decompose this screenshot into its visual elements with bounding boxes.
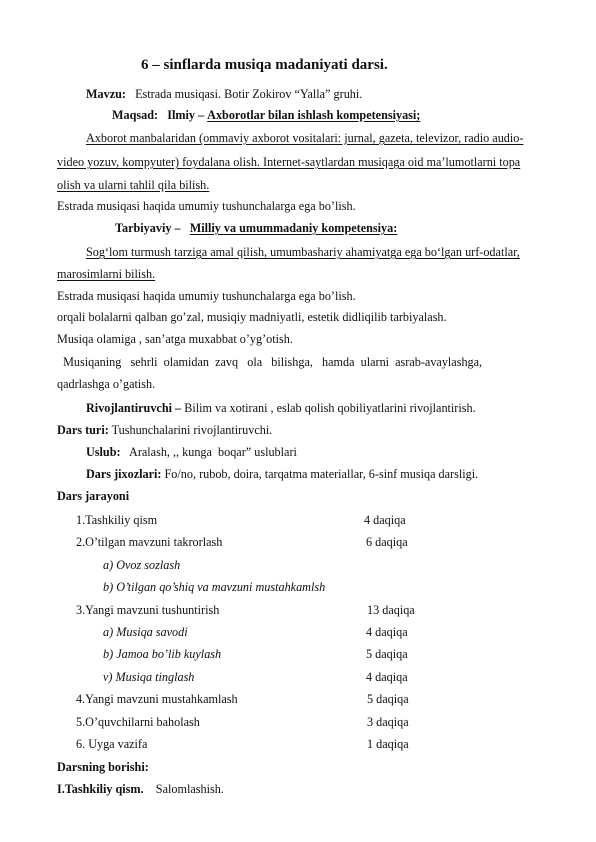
maqsad-line (112, 108, 420, 123)
mavzu-line (86, 87, 362, 102)
jarayon-time: 6 daqiqa (366, 535, 408, 550)
jarayon-item: 2.O’tilgan mavzuni takrorlash (76, 535, 223, 550)
lesson-title: 6 – sinflarda musiqa madaniyati darsi. (141, 57, 388, 73)
ilmiy-heading: Axborotlar bilan ishlash kompetensiyasi; (207, 108, 421, 122)
jarayon-item: 3.Yangi mavzuni tushuntirish (76, 602, 220, 617)
dars-turi-text: Tushunchalarini rivojlantiruvchi. (108, 423, 273, 437)
tashkiliy-label: I.Tashkiliy qism. (57, 782, 144, 796)
jarayon-time: 5 daqiqa (366, 647, 408, 662)
uslub-label: Uslub: (86, 445, 121, 459)
rivojlantiruvchi-text: Bilim va xotirani , eslab qolish qobiliyatlarini rivojlantirish. (181, 401, 476, 415)
jarayon-item: 1.Tashkiliy qism (76, 513, 158, 527)
jarayon-time: 4 daqiqa (366, 669, 408, 684)
dars-turi-label: Dars turi: (57, 423, 109, 437)
ilmiy-para-line: olish va ularni tahlil qila bilish. (57, 178, 210, 192)
jarayon-item: v) Musiqa tinglash (103, 669, 195, 684)
rivojlantiruvchi-label: Rivojlantiruvchi – (86, 401, 182, 415)
jarayon-item: a) Musiqa savodi (103, 625, 188, 639)
jarayon-item: b) O’tilgan qo’shiq va mavzuni mustahkamlsh (103, 580, 326, 595)
tarbiyaviy-line (115, 221, 397, 236)
tarbiyaviy-label: Tarbiyaviy – (115, 221, 181, 235)
jarayon-time: 4 daqiqa (364, 513, 406, 527)
jarayon-time: 5 daqiqa (367, 692, 409, 707)
uslub-text: Aralash, ,, kunga boqar” uslublari (120, 445, 297, 459)
ilmiy-para-line: Axborot manbalaridan (ommaviy axborot vositalari: jurnal, gazeta, televizor, radio audio- (86, 131, 524, 145)
jixozlari-text: Fo/no, rubob, doira, tarqatma materiallar, 6-sinf musiqa darsligi. (161, 467, 479, 481)
ilmiy-label: Ilmiy – (167, 108, 205, 122)
tarbiyaviy-heading: Milliy va umummadaniy kompetensiya: (189, 221, 398, 235)
tarbiyaviy-para-line: Sog‘lom turmush tarziga amal qilish, umumbashariy ahamiyatga ega bo‘lgan urf-odatlar, (86, 245, 520, 259)
mavzu-text: Estrada musiqasi. Botir Zokirov “Yalla” gruhi. (135, 87, 363, 101)
ilmiy-para-line: video yozuv, kompyuter) foydalana olish. Internet-saytlardan musiqaga oid ma’lumotlarni topa (57, 155, 521, 169)
jarayon-time: 1 daqiqa (367, 737, 409, 751)
tarbiyaviy-after-line: Estrada musiqasi haqida umumiy tushunchalarga ega bo’lish. (57, 289, 356, 303)
jarayon-item: 4.Yangi mavzuni mustahkamlash (76, 692, 238, 707)
jixozlari-label: Dars jixozlari: (86, 467, 162, 481)
dars-turi-line (57, 423, 272, 438)
jarayon-item: 6. Uyga vazifa (76, 737, 148, 751)
uslub-line (86, 445, 297, 460)
mavzu-label: Mavzu: (86, 87, 126, 101)
jarayon-time: 13 daqiqa (367, 602, 415, 617)
tarbiyaviy-after-line: qadrlashga o’gatish. (57, 377, 156, 391)
tashkiliy-text: Salomlashish. (143, 782, 224, 796)
maqsad-label: Maqsad: (112, 108, 159, 122)
jarayon-item: 5.O’quvchilarni baholash (76, 714, 200, 729)
borishi-heading: Darsning borishi: (57, 760, 149, 774)
jarayon-item: b) Jamoa bo’lib kuylash (103, 647, 222, 662)
ilmiy-after-line: Estrada musiqasi haqida umumiy tushunchalarga ega bo’lish. (57, 199, 356, 213)
jixozlari-line (86, 467, 478, 482)
tashkiliy-line (57, 782, 224, 797)
jarayon-time: 4 daqiqa (366, 625, 408, 639)
tarbiyaviy-para-line: marosimlarni bilish. (57, 267, 156, 281)
jarayon-heading: Dars jarayoni (57, 489, 130, 503)
jarayon-time: 3 daqiqa (367, 714, 409, 729)
tarbiyaviy-after-line: orqali bolalarni qalban go’zal, musiqiy madniyatli, estetik didliqilib tarbiyalash. (57, 310, 447, 324)
tarbiyaviy-after-line: Musiqa olamiga , san’atga muxabbat o’yg’otish. (57, 332, 293, 346)
rivojlantiruvchi-line (86, 401, 476, 416)
tarbiyaviy-after-line: Musiqaning sehrli olamidan zavq ola bilishga, hamda ularni asrab-avaylashga, (57, 355, 483, 369)
jarayon-item: a) Ovoz sozlash (103, 557, 181, 572)
